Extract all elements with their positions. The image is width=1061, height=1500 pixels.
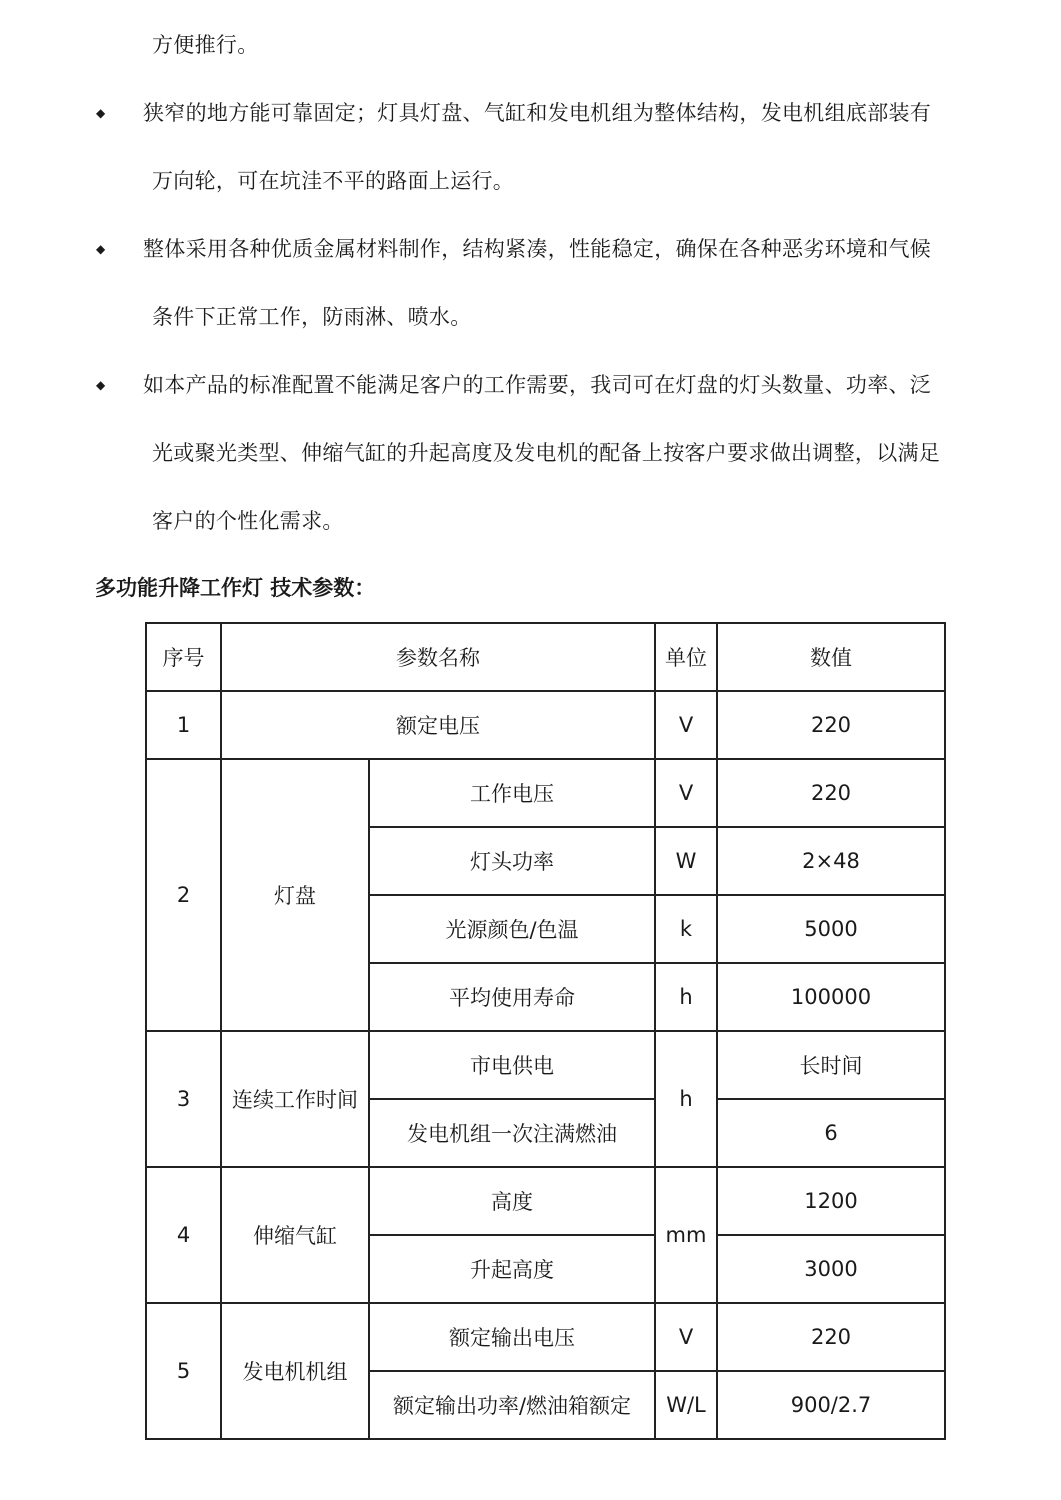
cell: 额定电压 (221, 691, 655, 759)
paragraph-line: 狭窄的地方能可靠固定；灯具灯盘、气缸和发电机组为整体结构，发电机组底部装有 (143, 101, 932, 125)
cell: h (655, 963, 717, 1031)
cell: W (655, 827, 717, 895)
cell: 升起高度 (369, 1235, 655, 1303)
paragraph-line: 整体采用各种优质金属材料制作，结构紧凑，性能稳定，确保在各种恶劣环境和气候 (143, 237, 932, 261)
cell: k (655, 895, 717, 963)
cell: W/L (655, 1371, 717, 1439)
cell: 工作电压 (369, 759, 655, 827)
cell: 6 (717, 1099, 945, 1167)
cell: h (655, 1031, 717, 1167)
cell: 5000 (717, 895, 945, 963)
cell: mm (655, 1167, 717, 1303)
cell: V (655, 691, 717, 759)
table-row (146, 691, 945, 759)
cell: 额定输出电压 (369, 1303, 655, 1371)
cell: 市电供电 (369, 1031, 655, 1099)
cell: 220 (717, 1303, 945, 1371)
cell: 高度 (369, 1167, 655, 1235)
cell: 发电机组一次注满燃油 (369, 1099, 655, 1167)
cell: 900/2.7 (717, 1371, 945, 1439)
table-row (146, 1167, 945, 1235)
cell: 220 (717, 759, 945, 827)
bullet-icon: ◆ (96, 106, 106, 120)
cell: 灯盘 (221, 759, 369, 1031)
table-row (146, 1031, 945, 1099)
header-cell: 参数名称 (221, 623, 655, 691)
cell: 伸缩气缸 (221, 1167, 369, 1303)
spec-table (145, 622, 946, 1440)
section-title: 多功能升降工作灯 技术参数： (95, 576, 376, 600)
table-row (146, 1303, 945, 1371)
cell: 长时间 (717, 1031, 945, 1099)
cell: 1200 (717, 1167, 945, 1235)
paragraph-line: 客户的个性化需求。 (152, 509, 344, 533)
cell: 发电机机组 (221, 1303, 369, 1439)
header-cell: 序号 (146, 623, 221, 691)
header-cell: 数值 (717, 623, 945, 691)
cell: 连续工作时间 (221, 1031, 369, 1167)
cell: V (655, 1303, 717, 1371)
cell: 3 (146, 1031, 221, 1167)
bullet-icon: ◆ (96, 242, 106, 256)
cell: 1 (146, 691, 221, 759)
cell: 2 (146, 759, 221, 1031)
cell: 光源颜色/色温 (369, 895, 655, 963)
table-row (146, 759, 945, 827)
cell: 100000 (717, 963, 945, 1031)
paragraph-line: 条件下正常工作，防雨淋、喷水。 (152, 305, 472, 329)
bullet-icon: ◆ (96, 378, 106, 392)
cell: 220 (717, 691, 945, 759)
header-cell: 单位 (655, 623, 717, 691)
cell: 5 (146, 1303, 221, 1439)
cell: 额定输出功率/燃油箱额定 (369, 1371, 655, 1439)
paragraph-line: 光或聚光类型、伸缩气缸的升起高度及发电机的配备上按客户要求做出调整，以满足 (152, 441, 941, 465)
cell: 平均使用寿命 (369, 963, 655, 1031)
cell: 灯头功率 (369, 827, 655, 895)
cell: V (655, 759, 717, 827)
cell: 2×48 (717, 827, 945, 895)
cell: 4 (146, 1167, 221, 1303)
table-header-row (146, 623, 945, 691)
paragraph-line: 万向轮，可在坑洼不平的路面上运行。 (152, 169, 515, 193)
cell: 3000 (717, 1235, 945, 1303)
paragraph-line: 如本产品的标准配置不能满足客户的工作需要，我司可在灯盘的灯头数量、功率、泛 (143, 373, 932, 397)
paragraph-line: 方便推行。 (152, 33, 259, 57)
